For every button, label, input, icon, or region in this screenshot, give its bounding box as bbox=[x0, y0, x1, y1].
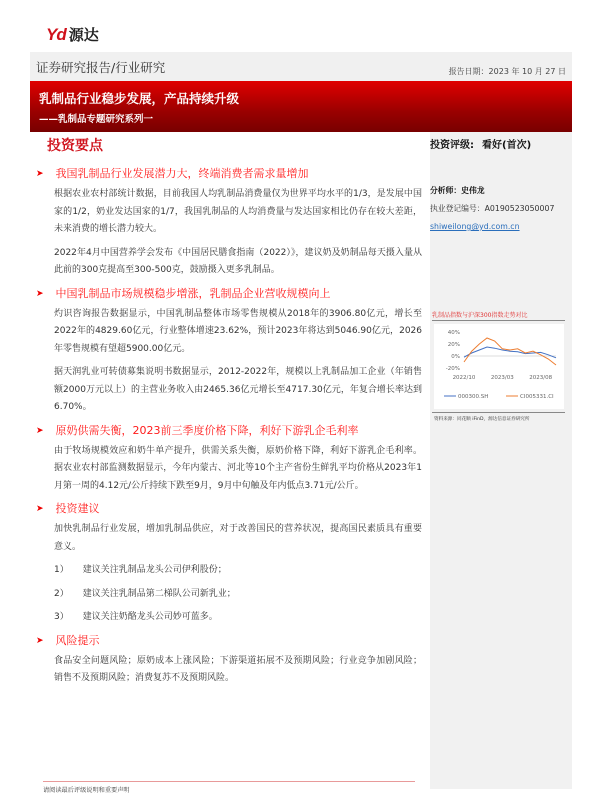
analyst-license: 执业登记编号：A0190523050007 bbox=[430, 204, 555, 213]
y-tick-label: 0% bbox=[451, 354, 460, 360]
recommendation-item bbox=[36, 586, 422, 604]
recommendation-item bbox=[36, 609, 422, 627]
chart-source: 资料来源：同花顺 iFinD，源达信息证券研究所 bbox=[434, 417, 530, 422]
report-header-band bbox=[30, 52, 572, 81]
title-banner bbox=[30, 81, 572, 132]
analyst-info bbox=[430, 182, 554, 236]
analyst-name: 分析师：史伟龙 bbox=[430, 186, 485, 195]
company-logo bbox=[46, 24, 99, 45]
legend-label: 000300.SH bbox=[458, 394, 489, 400]
section-heading bbox=[36, 286, 422, 302]
y-tick-label: 20% bbox=[447, 342, 460, 348]
rating-value: 看好(首次) bbox=[482, 140, 532, 151]
chart-bottom-rule bbox=[432, 412, 565, 413]
section-heading bbox=[36, 501, 422, 517]
key-points-title: 投资要点 bbox=[47, 138, 103, 154]
item-number: 1） bbox=[54, 565, 69, 575]
report-title: 乳制品行业稳步发展，产品持续升级 bbox=[39, 91, 240, 106]
chart-title: 乳制品指数与沪深300指数走势对比 bbox=[432, 312, 528, 319]
y-tick-label: 40% bbox=[447, 330, 460, 336]
chart-box bbox=[434, 324, 564, 409]
section-heading-text: 投资建议 bbox=[55, 502, 100, 515]
report-date: 报告日期：2023 年 10 月 27 日 bbox=[448, 67, 566, 76]
arrow-bullet-icon: ➤ bbox=[36, 635, 44, 646]
footer-disclaimer-link[interactable]: 请阅读最后评级说明和重要声明 bbox=[43, 787, 130, 794]
arrow-bullet-icon: ➤ bbox=[36, 425, 44, 436]
logo-name: 源达 bbox=[68, 26, 99, 44]
x-tick-label: 2023/03 bbox=[490, 375, 514, 381]
index-comparison-chart bbox=[434, 324, 564, 409]
section-heading-text: 我国乳制品行业发展潜力大，终端消费者需求量增加 bbox=[55, 167, 309, 180]
section-heading-text: 原奶供需失衡，2023前三季度价格下降，利好下游乳企毛利率 bbox=[55, 423, 359, 437]
section-heading-text: 中国乳制品市场规模稳步增涨，乳制品企业营收规模向上 bbox=[55, 286, 331, 300]
arrow-bullet-icon: ➤ bbox=[36, 504, 44, 514]
report-subtitle: ——乳制品专题研究系列一 bbox=[39, 114, 154, 125]
arrow-bullet-icon: ➤ bbox=[36, 288, 44, 299]
investment-rating bbox=[430, 136, 531, 151]
y-tick-label: -20% bbox=[445, 366, 460, 372]
recommendation-item bbox=[36, 562, 422, 580]
rating-label: 投资评级: bbox=[430, 140, 474, 151]
item-number: 2） bbox=[54, 588, 69, 599]
item-text: 建议关注乳制品龙头公司伊利股份； bbox=[82, 565, 227, 575]
section-heading bbox=[36, 166, 422, 182]
paragraph: 由于牧场规模效应和奶牛单产提升，供需关系失衡，原奶价格下降，利好下游乳企毛利率。据农业农村部监测数据显示，今年内蒙古、河北等10个主产省份生鲜乳平均价格从2023年1月第一周的4.12元/公斤持续下跌至9月，9月中旬触及年内低点3.71元/公斤。 bbox=[54, 445, 422, 491]
logo-mark: Yd bbox=[46, 24, 66, 44]
footer-rule bbox=[43, 781, 415, 782]
legend-label: CI005331.CI bbox=[520, 394, 554, 400]
paragraph: 2022年4月中国营养学会发布《中国居民膳食指南（2022）》，建议奶及奶制品每天摄入量从此前的300克提高至300-500克，鼓励摄入更多乳制品。 bbox=[54, 247, 422, 275]
x-tick-label: 2022/10 bbox=[452, 375, 476, 381]
x-tick-label: 2023/08 bbox=[529, 375, 553, 381]
section-heading bbox=[36, 423, 422, 439]
paragraph: 据天润乳业可转债募集说明书数据显示，2012-2022年，规模以上乳制品加工企业（年销售额2000万元以上）的主营业务收入由2465.36亿元增长至4717.30亿元，年复合增长率达到6.70%。 bbox=[54, 367, 422, 412]
section-heading-text: 风险提示 bbox=[55, 633, 100, 647]
paragraph: 根据农业农村部统计数据，目前我国人均乳制品消费量仅为世界平均水平的1/3，是发展中国家的1/2，奶业发达国家的1/7，我国乳制品的人均消费量与发达国家相比仍存在较大差距，未来消费的增长潜力较大。 bbox=[54, 189, 422, 234]
paragraph: 灼识咨询报告数据显示，中国乳制品整体市场零售规模从2018年的3906.80亿元，增长至2022年的4829.60亿元，行业整体增速23.62%，预计2023年将达到5046.90亿元，2026年零售规模有望超5900.00亿元。 bbox=[54, 308, 422, 354]
paragraph: 食品安全问题风险；原奶成本上涨风险；下游渠道拓展不及预期风险；行业竞争加剧风险；销售不及预期风险；消费复苏不及预期风险。 bbox=[54, 655, 422, 683]
chart-top-rule bbox=[432, 320, 565, 321]
item-number: 3） bbox=[54, 612, 69, 622]
arrow-bullet-icon: ➤ bbox=[36, 169, 44, 179]
report-category: 证券研究报告/行业研究 bbox=[36, 60, 166, 75]
section-heading bbox=[36, 633, 422, 649]
item-text: 建议关注乳制品第二梯队公司新乳业； bbox=[82, 588, 236, 599]
paragraph: 加快乳制品行业发展，增加乳制品供应，对于改善国民的营养状况，提高国民素质具有重要意义。 bbox=[54, 524, 422, 552]
main-content bbox=[36, 166, 422, 694]
analyst-email-link[interactable]: shiweilong@yd.com.cn bbox=[430, 222, 520, 231]
item-text: 建议关注奶酪龙头公司妙可蓝多。 bbox=[82, 612, 218, 622]
